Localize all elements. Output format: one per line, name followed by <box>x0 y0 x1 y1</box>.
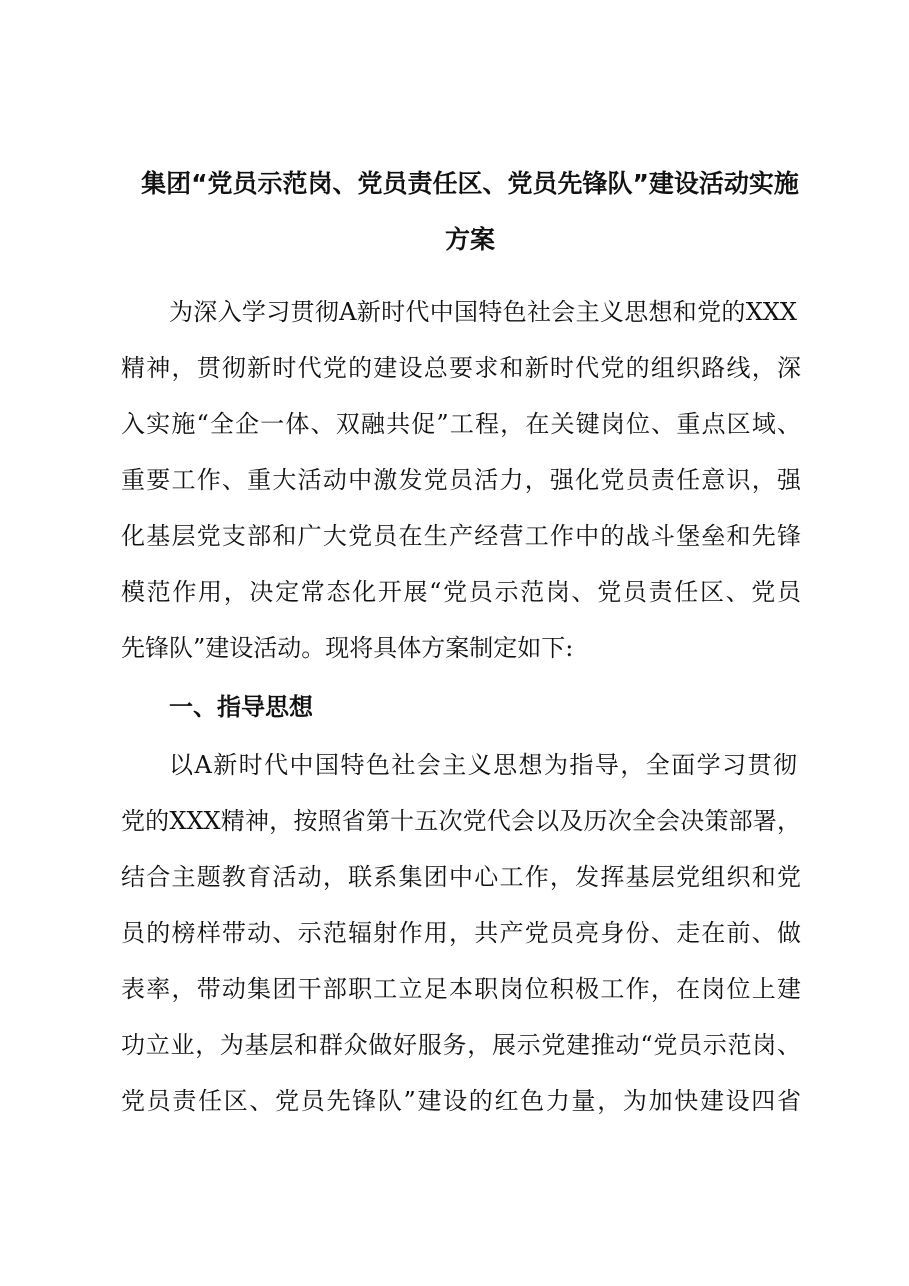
document-title-line-2: 方案 <box>444 225 495 254</box>
section-paragraph-line: 功立业，为基层和群众做好服务，展示党建推动“党员示范岗、 <box>121 1031 801 1059</box>
intro-paragraph-line: 重要工作、重大活动中激发党员活力，强化党员责任意识，强 <box>121 466 801 494</box>
intro-paragraph-line: 模范作用，决定常态化开展“党员示范岗、党员责任区、党员 <box>121 578 801 606</box>
section-paragraph-line: 党员责任区、党员先锋队”建设的红色力量，为加快建设四省 <box>121 1087 801 1115</box>
intro-paragraph-line: 先锋队”建设活动。现将具体方案制定如下: <box>121 634 574 662</box>
section-paragraph-line: 员的榜样带动、示范辐射作用，共产党员亮身份、走在前、做 <box>121 919 801 947</box>
intro-paragraph-line: 入实施“全企一体、双融共促”工程，在关键岗位、重点区域、 <box>121 410 801 438</box>
section-paragraph-line: 结合主题教育活动，联系集团中心工作，发挥基层党组织和党 <box>121 863 801 891</box>
section-paragraph-line: 表率，带动集团干部职工立足本职岗位积极工作，在岗位上建 <box>121 975 801 1003</box>
intro-paragraph-line: 为深入学习贯彻A新时代中国特色社会主义思想和党的XXX <box>169 298 797 326</box>
intro-paragraph-line: 精神，贯彻新时代党的建设总要求和新时代党的组织路线，深 <box>121 354 801 382</box>
document-title-line-1: 集团“党员示范岗、党员责任区、党员先锋队”建设活动实施 <box>141 169 799 198</box>
section-heading-guiding-ideology: 一、指导思想 <box>169 693 313 721</box>
section-paragraph-line: 党的XXX精神，按照省第十五次党代会以及历次全会决策部署， <box>121 807 801 835</box>
intro-paragraph-line: 化基层党支部和广大党员在生产经营工作中的战斗堡垒和先锋 <box>121 522 801 550</box>
section-paragraph-line: 以A新时代中国特色社会主义思想为指导，全面学习贯彻 <box>169 751 797 779</box>
